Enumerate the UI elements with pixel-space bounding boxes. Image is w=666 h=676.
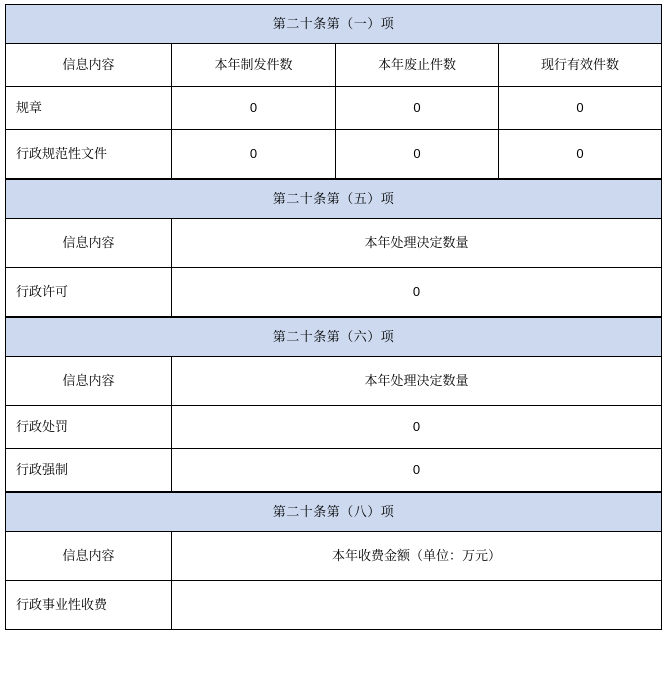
column-header-abolished-count: 本年废止件数 bbox=[336, 44, 499, 87]
cell-normative-effective: 0 bbox=[499, 130, 662, 179]
table-section-item-1 bbox=[5, 4, 662, 179]
column-header-row bbox=[6, 532, 662, 581]
column-header-decisions-count: 本年处理决定数量 bbox=[172, 219, 662, 268]
cell-administrative-fees-amount bbox=[172, 581, 662, 630]
cell-normative-abolished: 0 bbox=[336, 130, 499, 179]
table-row bbox=[6, 87, 662, 130]
table-row bbox=[6, 268, 662, 317]
column-header-info-content: 信息内容 bbox=[6, 219, 172, 268]
column-header-fee-amount: 本年收费金额（单位：万元） bbox=[172, 532, 662, 581]
table-section-item-5 bbox=[5, 179, 662, 317]
table-section-item-6 bbox=[5, 317, 662, 492]
column-header-info-content: 信息内容 bbox=[6, 44, 172, 87]
table-row bbox=[6, 406, 662, 449]
column-header-issued-count: 本年制发件数 bbox=[172, 44, 336, 87]
row-label-administrative-coercion: 行政强制 bbox=[6, 449, 172, 492]
row-label-administrative-penalty: 行政处罚 bbox=[6, 406, 172, 449]
cell-regulations-abolished: 0 bbox=[336, 87, 499, 130]
column-header-decisions-count: 本年处理决定数量 bbox=[172, 357, 662, 406]
section-heading-item-5: 第二十条第（五）项 bbox=[6, 180, 662, 219]
table-row bbox=[6, 581, 662, 630]
row-label-administrative-license: 行政许可 bbox=[6, 268, 172, 317]
table-row bbox=[6, 130, 662, 179]
row-label-regulations: 规章 bbox=[6, 87, 172, 130]
section-heading-row bbox=[6, 318, 662, 357]
column-header-row bbox=[6, 44, 662, 87]
table-section-item-8 bbox=[5, 492, 662, 630]
column-header-info-content: 信息内容 bbox=[6, 357, 172, 406]
column-header-row bbox=[6, 357, 662, 406]
cell-regulations-issued: 0 bbox=[172, 87, 336, 130]
cell-administrative-license-count: 0 bbox=[172, 268, 662, 317]
section-heading-row bbox=[6, 5, 662, 44]
column-header-effective-count: 现行有效件数 bbox=[499, 44, 662, 87]
section-heading-item-6: 第二十条第（六）项 bbox=[6, 318, 662, 357]
section-heading-row bbox=[6, 493, 662, 532]
row-label-normative-documents: 行政规范性文件 bbox=[6, 130, 172, 179]
row-label-administrative-fees: 行政事业性收费 bbox=[6, 581, 172, 630]
section-heading-row bbox=[6, 180, 662, 219]
table-row bbox=[6, 449, 662, 492]
cell-normative-issued: 0 bbox=[172, 130, 336, 179]
cell-administrative-penalty-count: 0 bbox=[172, 406, 662, 449]
column-header-row bbox=[6, 219, 662, 268]
cell-administrative-coercion-count: 0 bbox=[172, 449, 662, 492]
cell-regulations-effective: 0 bbox=[499, 87, 662, 130]
section-heading-item-8: 第二十条第（八）项 bbox=[6, 493, 662, 532]
section-heading-item-1: 第二十条第（一）项 bbox=[6, 5, 662, 44]
column-header-info-content: 信息内容 bbox=[6, 532, 172, 581]
